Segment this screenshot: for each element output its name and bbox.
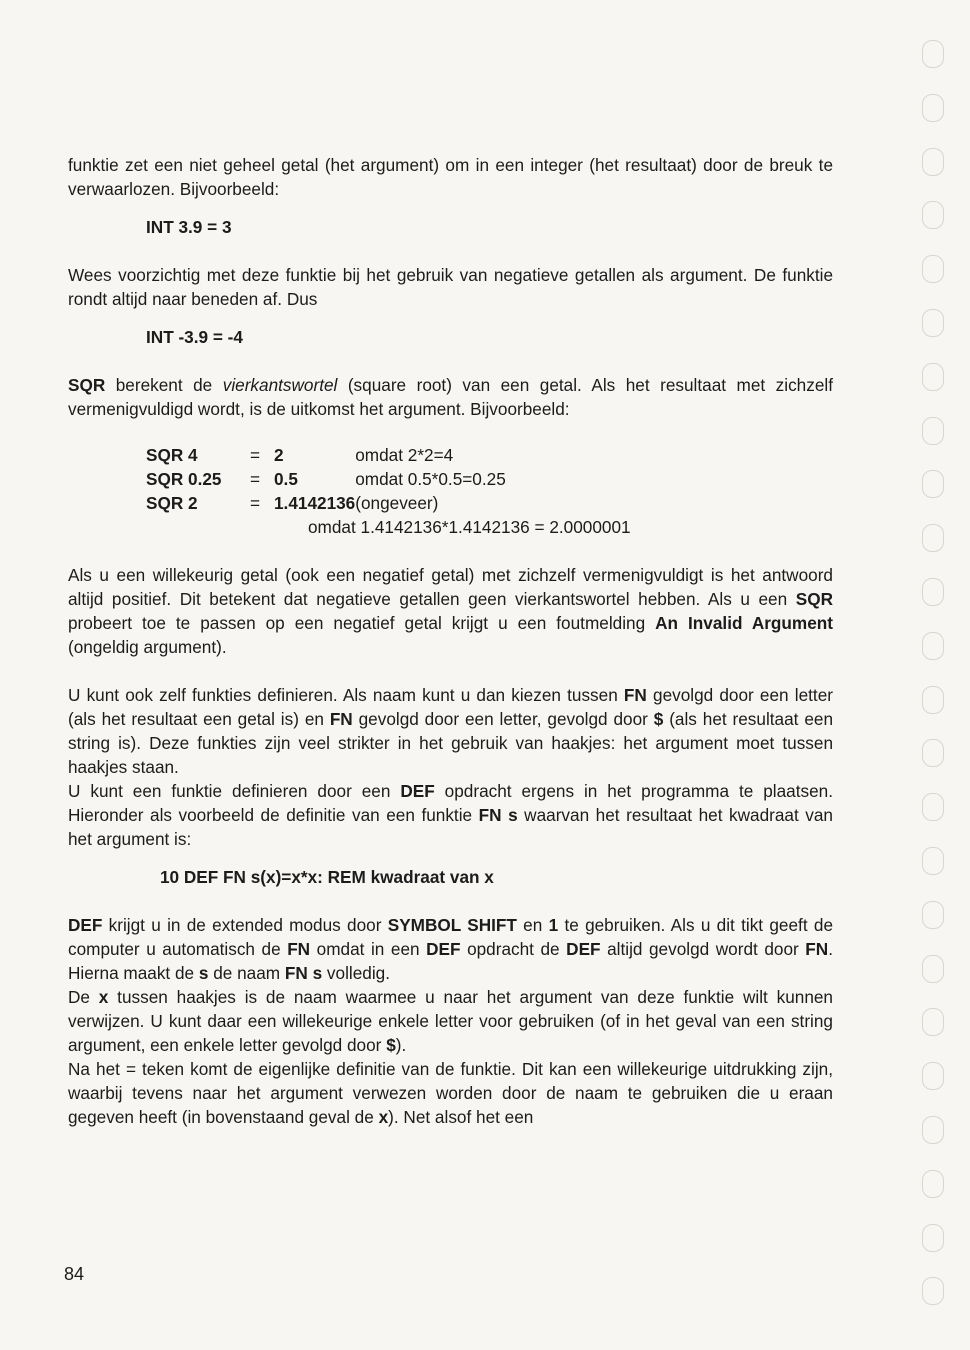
p7-run: SYMBOL SHIFT: [387, 915, 517, 935]
p5-run: $: [653, 709, 664, 729]
p4-run: (ongeldig argument).: [68, 637, 227, 657]
paragraph-fn-intro: [68, 683, 833, 779]
p4-run: probeert toe te passen op een negatief getal krijgt u een foutmelding: [68, 613, 656, 633]
p8-run: tussen haakjes is de naam waarmee u naar het argument van deze funktie wilt kunnen verwijzen. U kunt daar een willekeurige enkele letter voor gebruiken (of in het geval van een string argument, een enkele letter gevolgd door: [68, 987, 833, 1055]
p8-run: x: [98, 987, 109, 1007]
binding-hole: [922, 417, 944, 445]
sqr-note: omdat 0.5*0.5=0.25: [355, 469, 506, 489]
binding-hole: [922, 955, 944, 983]
paragraph-def-argument: [68, 985, 833, 1057]
binding-hole: [922, 94, 944, 122]
binding-hole: [922, 578, 944, 606]
binding-hole: [922, 309, 944, 337]
binding-hole: [922, 632, 944, 660]
p7-run: de naam: [208, 963, 285, 983]
p7-run: DEF: [68, 915, 103, 935]
p7-run: krijgt u in de extended modus door: [102, 915, 388, 935]
sqr-fn: SQR 0.25: [146, 469, 222, 489]
p3-run: (square root) van een getal. Als het resultaat met zichzelf vermenigvuldigd wordt, is de uitkomst het argument. Bijvoorbeeld:: [68, 375, 833, 419]
binding-hole: [922, 847, 944, 875]
binding-hole: [922, 686, 944, 714]
binding-hole: [922, 148, 944, 176]
p5-run: gevolgd door een letter, gevolgd door: [352, 709, 654, 729]
p7-run: DEF: [566, 939, 601, 959]
sqr-example-row: [146, 491, 506, 515]
binding-hole: [922, 201, 944, 229]
binding-hole: [922, 40, 944, 68]
p6-run: FN s: [478, 805, 518, 825]
p6-run: DEF: [400, 781, 435, 801]
sqr-res: 2: [274, 445, 284, 465]
p4-run: Als u een willekeurig getal (ook een negatief getal) met zichzelf vermenigvuldigt is het antwoord altijd positief. Dit betekent dat negatieve getallen geen vierkantswortel hebben. Als u een: [68, 565, 833, 609]
p8-run: De: [68, 987, 99, 1007]
sqr-examples-table: [146, 443, 506, 515]
p7-run: s: [198, 963, 209, 983]
binding-hole: [922, 793, 944, 821]
sqr-res: 0.5: [274, 469, 298, 489]
paragraph-sqr-negative: [68, 563, 833, 659]
paragraph-int-intro: [68, 153, 833, 201]
p6-run: waarvan het resultaat het kwadraat van het argument is:: [68, 805, 833, 849]
p5-run: FN: [329, 709, 353, 729]
p7-run: en: [516, 915, 549, 935]
p3-run: SQR: [68, 375, 106, 395]
binding-hole: [922, 1062, 944, 1090]
paragraph-sqr-intro: [68, 373, 833, 421]
binding-hole: [922, 255, 944, 283]
example-def-fn: 10 DEF FN s(x)=x*x: REM kwadraat van x: [160, 867, 494, 887]
sqr-note: omdat 2*2=4: [355, 445, 454, 465]
paragraph-def-keys: [68, 913, 833, 985]
binding-holes: [922, 40, 946, 1330]
page-content: [68, 153, 833, 1129]
binding-hole: [922, 1224, 944, 1252]
p9-run: x: [378, 1107, 389, 1127]
p8-run: $: [386, 1035, 396, 1055]
example-int-positive: INT 3.9 = 3: [146, 217, 232, 237]
sqr-note: (ongeveer): [355, 493, 439, 513]
sqr-example-row: [146, 467, 506, 491]
p7-run: opdracht de: [460, 939, 567, 959]
p5-run: FN: [623, 685, 647, 705]
binding-hole: [922, 1170, 944, 1198]
p9-run: ). Net alsof het een: [388, 1107, 534, 1127]
p7-run: volledig.: [322, 963, 390, 983]
sqr-eq: =: [249, 445, 261, 465]
paragraph-def-intro: [68, 779, 833, 851]
binding-hole: [922, 470, 944, 498]
binding-hole: [922, 739, 944, 767]
p7-run: 1: [548, 915, 559, 935]
p4-run: SQR: [795, 589, 833, 609]
binding-hole: [922, 1277, 944, 1305]
sqr-fn: SQR 2: [146, 493, 198, 513]
p7-run: altijd gevolgd wordt door: [600, 939, 806, 959]
p5-run: (als het resultaat een string is). Deze funkties zijn veel strikter in het gebruik van haakjes: het argument moet tussen haakjes staan.: [68, 709, 833, 777]
paragraph-def-expression: [68, 1057, 833, 1129]
sqr-eq: =: [249, 469, 261, 489]
p7-run: omdat in een: [310, 939, 427, 959]
page-number: 84: [64, 1264, 85, 1284]
example-int-negative: INT -3.9 = -4: [146, 327, 243, 347]
sqr-example-row: [146, 443, 506, 467]
p7-run: FN: [805, 939, 829, 959]
binding-hole: [922, 363, 944, 391]
p7-run: FN: [287, 939, 311, 959]
p7-run: DEF: [426, 939, 461, 959]
binding-hole: [922, 1008, 944, 1036]
p5-run: gevolgd door een letter (als het resultaat een getal is) en: [68, 685, 833, 729]
p5-run: U kunt ook zelf funkties definieren. Als naam kunt u dan kiezen tussen: [68, 685, 624, 705]
p7-run: FN s: [284, 963, 323, 983]
binding-hole: [922, 524, 944, 552]
sqr-example-tail: omdat 1.4142136*1.4142136 = 2.0000001: [308, 517, 631, 537]
sqr-eq: =: [249, 493, 261, 513]
binding-hole: [922, 1116, 944, 1144]
p2-run: Wees voorzichtig met deze funktie bij het gebruik van negatieve getallen als argument. De funktie rondt altijd naar beneden af. Dus: [68, 265, 833, 309]
p6-run: U kunt een funktie definieren door een: [68, 781, 401, 801]
p4-run: An Invalid Argument: [655, 613, 833, 633]
p7-run: . Hierna maakt de: [68, 939, 833, 983]
paragraph-int-negative-warning: [68, 263, 833, 311]
p3-run: vierkantswortel: [222, 375, 338, 395]
sqr-fn: SQR 4: [146, 445, 198, 465]
binding-hole: [922, 901, 944, 929]
p6-run: opdracht ergens in het programma te plaatsen. Hieronder als voorbeeld de definitie van een funktie: [68, 781, 833, 825]
p7-run: te gebruiken. Als u dit tikt geeft de computer u automatisch de: [68, 915, 834, 959]
p1-run: funktie zet een niet geheel getal (het argument) om in een integer (het resultaat) door de breuk te verwaarlozen. Bijvoorbeeld:: [68, 155, 833, 199]
p8-run: ).: [395, 1035, 407, 1055]
p9-run: Na het = teken komt de eigenlijke definitie van de funktie. Dit kan een willekeurige uitdrukking zijn, waarbij tevens naar het argument verwezen worden door de naam te gebruiken die u eraan gegeven heeft (in bovenstaand geval de: [68, 1059, 833, 1127]
p3-run: berekent de: [105, 375, 223, 395]
sqr-res: 1.4142136: [274, 493, 356, 513]
